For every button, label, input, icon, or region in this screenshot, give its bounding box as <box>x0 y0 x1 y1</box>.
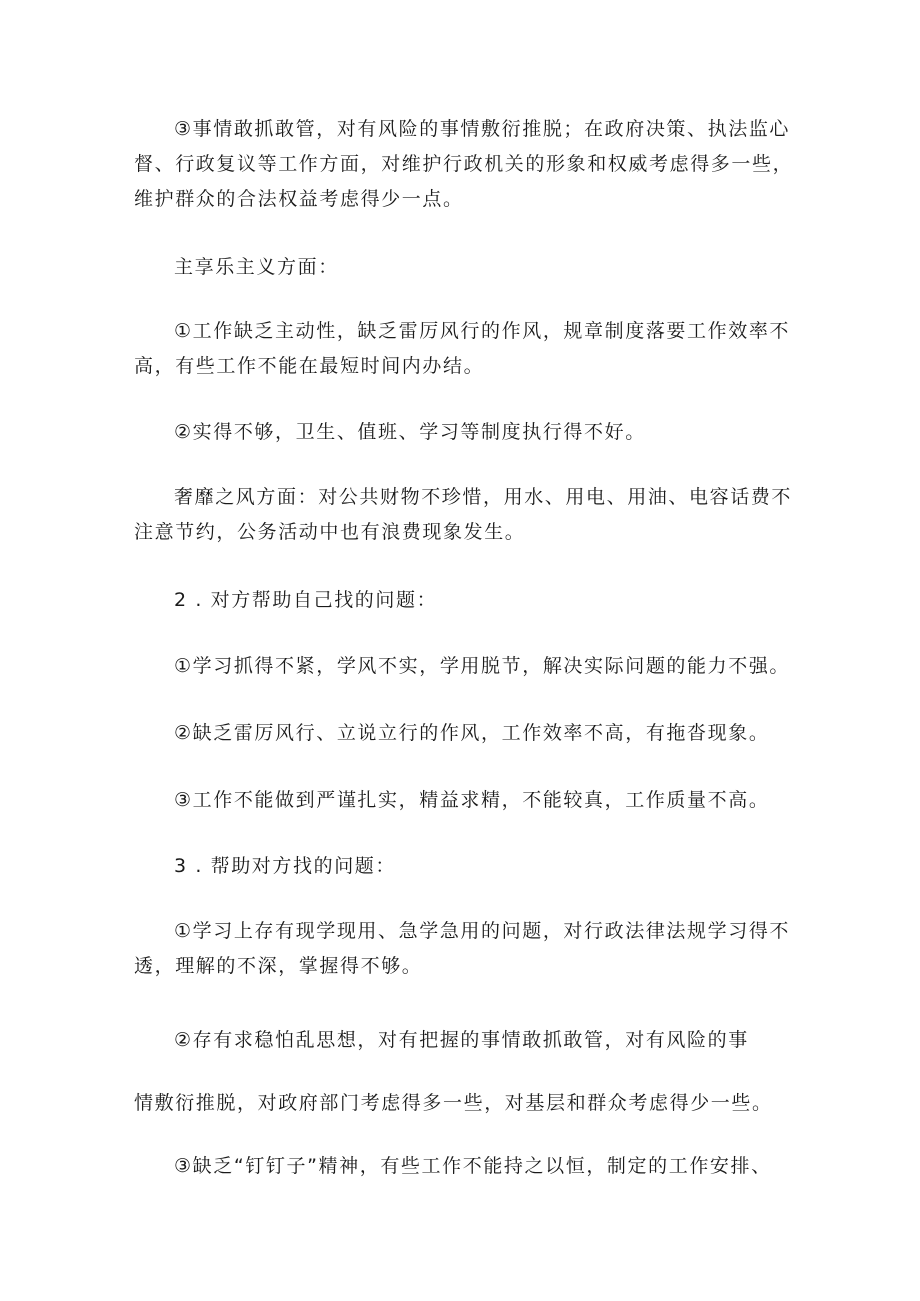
paragraph-perseverance: ③缺乏“钉钉子”精神，有些工作不能持之以恒，制定的工作安排、 <box>174 1155 772 1177</box>
paragraph-lack-initiative: ①工作缺乏主动性，缺乏雷厉风行的作风，规章制度落要工作效率不高，有些工作不能在最短时间内办结。 <box>134 320 791 377</box>
paragraph-stability-thinking: ②存有求稳怕乱思想，对有把握的事情敢抓敢管，对有风险的事 <box>174 1029 749 1051</box>
paragraph-work-quality: ③工作不能做到严谨扎实，精益求精，不能较真，工作质量不高。 <box>174 789 770 811</box>
paragraph-work-style: ②缺乏雷厉风行、立说立行的作风，工作效率不高，有拖沓现象。 <box>174 722 770 744</box>
section-heading-self-problems: 2 . 对方帮助自己找的问题： <box>174 589 438 611</box>
paragraph-law-study: ①学习上存有现学现用、急学急用的问题，对行政法律法规学习得不透，理解的不深，掌握得不够。 <box>134 920 791 977</box>
paragraph-study-issue: ①学习抓得不紧，学风不实，学用脱节，解决实际问题的能力不强。 <box>174 655 791 677</box>
paragraph-extravagance: 奢靡之风方面：对公共财物不珍惜，用水、用电、用油、电容话费不注意节约，公务活动中也有浪费现象发生。 <box>134 486 793 543</box>
section-heading-hedonism: 主享乐主义方面： <box>174 256 339 278</box>
section-heading-other-problems: 3 . 帮助对方找的问题： <box>174 855 397 877</box>
paragraph-risk-handling: ③事情敢抓敢管，对有风险的事情敷衍推脱；在政府决策、执法监心督、行政复议等工作方面，对维护行政机关的形象和权威考虑得多一些，维护群众的合法权益考虑得少一点。 <box>134 118 794 210</box>
paragraph-stability-continued: 情敷衍推脱，对政府部门考虑得多一些，对基层和群众考虑得少一些。 <box>134 1092 773 1114</box>
paragraph-rules-execution: ②实得不够，卫生、值班、学习等制度执行得不好。 <box>174 421 646 443</box>
